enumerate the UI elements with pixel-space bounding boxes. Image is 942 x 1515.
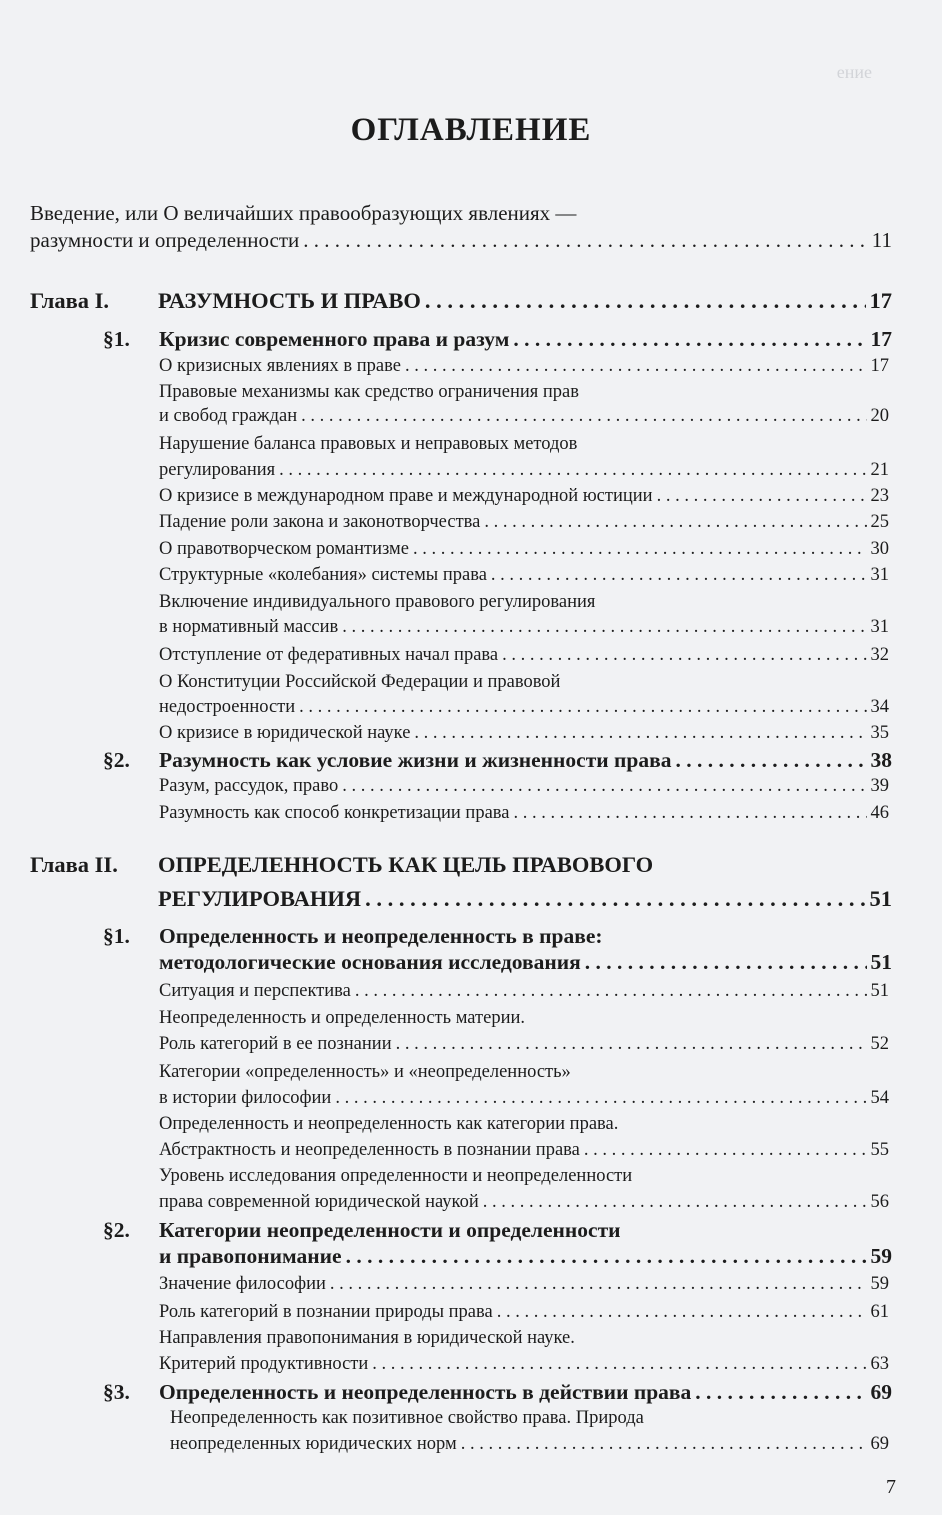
toc-page-number: 54 — [870, 1088, 889, 1108]
toc-page-number: 51 — [870, 950, 892, 974]
section-title-line2: методологические основания исследования — [159, 950, 581, 974]
dot-leader — [301, 406, 866, 427]
chapter-title-line2: РЕГУЛИРОВАНИЯ — [158, 886, 362, 911]
dot-leader — [303, 228, 868, 253]
toc-section-2-2[interactable] — [159, 1244, 892, 1269]
toc-item[interactable]: в нормативный массив . . . 31 — [159, 617, 889, 638]
section-title-line1 — [103, 924, 603, 949]
dot-leader — [396, 1034, 867, 1055]
toc-item[interactable]: Ситуация и перспектива . . . 51 — [159, 981, 889, 1002]
section-title: Кризис современного права и разум — [159, 327, 510, 351]
toc-section-2-3[interactable] — [103, 1380, 892, 1405]
page-title: ОГЛАВЛЕНИЕ — [350, 112, 592, 148]
toc-page-number: 25 — [870, 512, 889, 532]
toc-page-number: 61 — [870, 1302, 889, 1322]
dot-leader — [584, 1140, 867, 1161]
section-number: §3. — [103, 1380, 130, 1404]
toc-item[interactable]: О кризисных явлениях в праве . . . 17 — [159, 356, 889, 377]
dot-leader — [346, 1244, 867, 1269]
toc-page-number: 35 — [870, 723, 889, 743]
toc-page-number: 31 — [870, 565, 889, 585]
chapter-title: РАЗУМНОСТЬ И ПРАВО — [158, 288, 421, 313]
toc-item[interactable]: недостроенности . . . 34 — [159, 697, 889, 718]
toc-page-number: 38 — [870, 748, 892, 772]
toc-item[interactable]: и свобод граждан . . . 20 — [159, 406, 889, 427]
toc-page-number: 32 — [870, 645, 889, 665]
dot-leader — [299, 697, 866, 718]
toc-item[interactable]: Роль категорий в познании природы права . . . 61 — [159, 1302, 889, 1323]
toc-item[interactable]: Отступление от федеративных начал права . . . 32 — [159, 645, 889, 666]
dot-leader — [461, 1434, 867, 1455]
dot-leader — [342, 617, 866, 638]
dot-leader — [372, 1354, 866, 1375]
toc-page-number: 20 — [870, 406, 889, 426]
toc-page-number: 59 — [870, 1244, 892, 1268]
toc-item[interactable]: в истории философии . . . 54 — [159, 1088, 889, 1109]
toc-item[interactable]: О кризисе в международном праве и международной юстиции . . . 23 — [159, 486, 889, 507]
section-number: §2. — [103, 1218, 130, 1242]
toc-page-number: 51 — [870, 981, 889, 1001]
toc-entry-intro[interactable] — [30, 228, 892, 253]
toc-page-number: 63 — [870, 1354, 889, 1374]
dot-leader — [405, 356, 867, 377]
dot-leader — [513, 327, 866, 352]
dot-leader — [497, 1302, 867, 1323]
chapter-title: ОПРЕДЕЛЕННОСТЬ КАК ЦЕЛЬ ПРАВОВОГО — [158, 852, 654, 877]
toc-item[interactable]: права современной юридической наукой . . . 56 — [159, 1192, 889, 1213]
chapter-number: Глава I. — [30, 288, 110, 313]
dot-leader — [413, 539, 867, 560]
toc-entry-label: разумности и определенности — [30, 228, 300, 252]
page-number: 7 — [886, 1476, 896, 1498]
toc-item-line1: Неопределенность и определенность материи. — [159, 1008, 525, 1028]
toc-page-number: 17 — [869, 288, 892, 313]
toc-item-line1: Определенность и неопределенность как категории права. — [159, 1114, 619, 1134]
toc-item[interactable]: Разум, рассудок, право . . . 39 — [159, 776, 889, 797]
dot-leader — [342, 776, 866, 797]
toc-page-number: 17 — [870, 327, 892, 351]
section-number: §1. — [103, 924, 130, 948]
toc-page-number: 23 — [870, 486, 889, 506]
section-number: §1. — [103, 327, 130, 351]
dot-leader — [414, 723, 866, 744]
toc-page-number: 56 — [870, 1192, 889, 1212]
toc-page-number: 39 — [870, 776, 889, 796]
toc-item[interactable]: Структурные «колебания» системы права . . . 31 — [159, 565, 889, 586]
toc-item[interactable]: О кризисе в юридической науке . . . 35 — [159, 723, 889, 744]
toc-item[interactable]: Абстрактность и неопределенность в познании права . . . 55 — [159, 1140, 889, 1161]
toc-page-number: 55 — [870, 1140, 889, 1160]
toc-page-number: 21 — [870, 460, 889, 480]
toc-item[interactable]: Роль категорий в ее познании . . . 52 — [159, 1034, 889, 1055]
toc-item-line1: Правовые механизмы как средство ограничения прав — [159, 382, 579, 402]
toc-item-line1: Нарушение баланса правовых и неправовых методов — [159, 434, 578, 454]
toc-item-line1: Уровень исследования определенности и неопределенности — [159, 1166, 633, 1186]
dot-leader — [330, 1274, 867, 1295]
section-title: Определенность и неопределенность в праве: — [159, 924, 603, 948]
toc-item-line1: Неопределенность как позитивное свойство права. Природа — [170, 1408, 644, 1428]
toc-section-1-1[interactable] — [103, 327, 892, 352]
toc-item-line1: Направления правопонимания в юридической науке. — [159, 1328, 575, 1348]
dot-leader — [695, 1380, 866, 1405]
chapter-number: Глава II. — [30, 852, 118, 877]
toc-page-number: 46 — [870, 803, 889, 823]
toc-item-line1: Включение индивидуального правового регулирования — [159, 592, 596, 612]
dot-leader — [491, 565, 867, 586]
dot-leader — [335, 1088, 866, 1109]
section-title: Определенность и неопределенность в действии права — [159, 1380, 692, 1404]
toc-item[interactable]: Падение роли закона и законотворчества . . . 25 — [159, 512, 889, 533]
dot-leader — [484, 512, 866, 533]
dot-leader — [425, 288, 866, 314]
bleed-through-text: ение — [836, 62, 872, 82]
toc-item[interactable]: регулирования . . . 21 — [159, 460, 889, 481]
section-number: §2. — [103, 748, 130, 772]
section-title-line2: и правопонимание — [159, 1244, 342, 1268]
toc-page-number: 34 — [870, 697, 889, 717]
toc-page-number: 11 — [871, 228, 892, 252]
dot-leader — [657, 486, 867, 507]
dot-leader — [585, 950, 867, 975]
toc-item[interactable]: неопределенных юридических норм . . . 69 — [170, 1434, 889, 1455]
intro-line1: Введение, или О величайших правообразующих явлениях — — [30, 201, 577, 225]
dot-leader — [483, 1192, 867, 1213]
dot-leader — [365, 886, 865, 912]
toc-item-line1: О Конституции Российской Федерации и правовой — [159, 672, 561, 692]
toc-page-number: 69 — [870, 1380, 892, 1404]
toc-page-number: 17 — [870, 356, 889, 376]
chapter-title-line1 — [30, 852, 653, 878]
toc-section-1-2[interactable] — [103, 748, 892, 773]
toc-item[interactable]: Критерий продуктивности . . . 63 — [159, 1354, 889, 1375]
toc-page-number: 51 — [869, 886, 892, 911]
dot-leader — [279, 460, 866, 481]
toc-page-number: 30 — [870, 539, 889, 559]
dot-leader — [355, 981, 867, 1002]
toc-chapter-1[interactable] — [30, 288, 892, 314]
toc-page-number: 52 — [870, 1034, 889, 1054]
toc-page-number: 69 — [870, 1434, 889, 1454]
toc-item[interactable]: Разумность как способ конкретизации права . . . 46 — [159, 803, 889, 824]
toc-item[interactable]: О правотворческом романтизме . . . 30 — [159, 539, 889, 560]
toc-item[interactable]: Значение философии . . . 59 — [159, 1274, 889, 1295]
section-title: Разумность как условие жизни и жизненности права — [159, 748, 672, 772]
section-title: Категории неопределенности и определенности — [159, 1218, 621, 1242]
dot-leader — [676, 748, 867, 773]
toc-chapter-2[interactable] — [158, 886, 892, 912]
toc-section-2-1[interactable] — [159, 950, 892, 975]
dot-leader — [514, 803, 867, 824]
toc-page-number: 59 — [870, 1274, 889, 1294]
dot-leader — [502, 645, 866, 666]
toc-page-number: 31 — [870, 617, 889, 637]
toc-item-line1: Категории «определенность» и «неопределенность» — [159, 1062, 571, 1082]
section-title-line1 — [103, 1218, 621, 1243]
